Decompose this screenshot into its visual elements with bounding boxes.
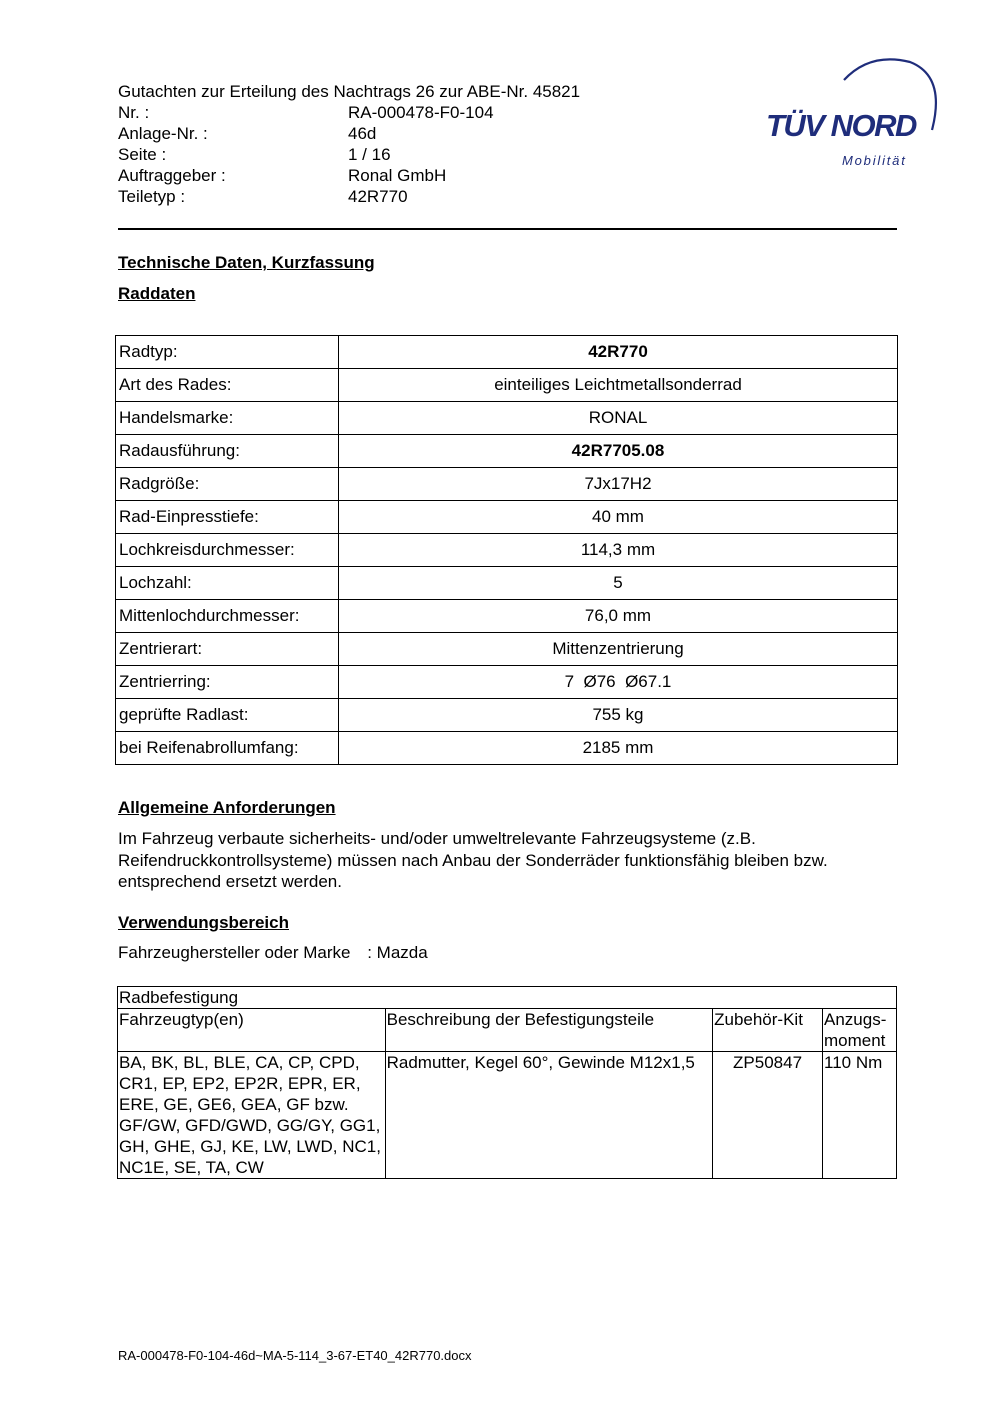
table-row: [116, 336, 898, 369]
manufacturer-value: Mazda: [376, 943, 428, 962]
table-row: [118, 987, 897, 1009]
raddaten-label: bei Reifenabrollumfang:: [116, 732, 339, 765]
raddaten-value: Mittenzentrierung: [339, 633, 898, 666]
tuv-nord-arc-icon: [760, 58, 940, 173]
table-row: [116, 501, 898, 534]
header-label-seite: Seite :: [118, 145, 167, 164]
table-row: [116, 435, 898, 468]
raddaten-value: einteiliges Leichtmetallsonderrad: [339, 369, 898, 402]
table-row: [116, 732, 898, 765]
header-label-auftraggeber: Auftraggeber :: [118, 166, 226, 185]
raddaten-value: 42R7705.08: [339, 435, 898, 468]
radbefestigung-title: Radbefestigung: [118, 987, 897, 1009]
table-row: [118, 1009, 897, 1052]
column-header: Beschreibung der Befestigungsteile: [385, 1009, 712, 1052]
section-heading-allgemein: Allgemeine Anforderungen: [118, 798, 336, 817]
torque-cell: 110 Nm: [823, 1052, 897, 1179]
report-title: Gutachten zur Erteilung des Nachtrags 26 zur ABE-Nr. 45821: [118, 82, 581, 101]
raddaten-value: 755 kg: [339, 699, 898, 732]
header-value-auftraggeber: Ronal GmbH: [348, 166, 447, 185]
raddaten-label: Radausführung:: [116, 435, 339, 468]
table-row: [116, 369, 898, 402]
radbefestigung-table: [117, 986, 897, 1179]
manufacturer-label: Fahrzeughersteller oder Marke: [118, 943, 351, 962]
fastener-description-cell: Radmutter, Kegel 60°, Gewinde M12x1,5: [385, 1052, 712, 1179]
table-row: [116, 600, 898, 633]
manufacturer-separator: :: [367, 943, 372, 962]
raddaten-value: 76,0 mm: [339, 600, 898, 633]
header-value-anlage: 46d: [348, 124, 377, 143]
raddaten-value: 5: [339, 567, 898, 600]
raddaten-label: geprüfte Radlast:: [116, 699, 339, 732]
raddaten-value: 7Jx17H2: [339, 468, 898, 501]
logo-brand-text: TÜV NORD: [766, 108, 916, 143]
raddaten-label: Handelsmarke:: [116, 402, 339, 435]
raddaten-label: Art des Rades:: [116, 369, 339, 402]
raddaten-label: Mittenlochdurchmesser:: [116, 600, 339, 633]
header-value-seite: 1 / 16: [348, 145, 391, 164]
table-row: [118, 1052, 897, 1179]
raddaten-value: 40 mm: [339, 501, 898, 534]
section-heading-raddaten: Raddaten: [118, 284, 196, 303]
header-label-anlage: Anlage-Nr. :: [118, 124, 208, 143]
section-heading-tech: Technische Daten, Kurzfassung: [118, 253, 375, 272]
vehicle-types-cell: BA, BK, BL, BLE, CA, CP, CPD, CR1, EP, EP2, EP2R, EPR, ER, ERE, GE, GE6, GEA, GF bzw. GF/GW, GFD/GWD, GG/GY, GG1, GH, GHE, GJ, KE, LW, LWD, NC1, NC1E, SE, TA, CW: [118, 1052, 386, 1179]
raddaten-label: Zentrierart:: [116, 633, 339, 666]
table-row: [116, 468, 898, 501]
table-row: [116, 633, 898, 666]
column-header: Anzugs-moment: [823, 1009, 897, 1052]
column-header: Zubehör-Kit: [713, 1009, 823, 1052]
section-heading-verwendung: Verwendungsbereich: [118, 913, 289, 932]
raddaten-value: 7 Ø76 Ø67.1: [339, 666, 898, 699]
header-label-teiletyp: Teiletyp :: [118, 187, 186, 206]
raddaten-value: 42R770: [339, 336, 898, 369]
table-row: [116, 534, 898, 567]
raddaten-label: Radgröße:: [116, 468, 339, 501]
header-label-nr: Nr. :: [118, 103, 150, 122]
header-value-teiletyp: 42R770: [348, 187, 408, 206]
raddaten-label: Lochzahl:: [116, 567, 339, 600]
allgemein-paragraph: Im Fahrzeug verbaute sicherheits- und/oder umweltrelevante Fahrzeugsysteme (z.B. Reifendruckkontrollsysteme) müssen nach Anbau der Sonderräder funktionsfähig bleiben bzw. entsprechend ersetzt werden.: [118, 829, 828, 891]
raddaten-label: Zentrierring:: [116, 666, 339, 699]
tuv-nord-logo: [760, 58, 940, 173]
table-row: [116, 567, 898, 600]
raddaten-value: 114,3 mm: [339, 534, 898, 567]
logo-tagline: Mobilität: [842, 153, 907, 168]
table-row: [116, 402, 898, 435]
header-divider: [118, 228, 897, 230]
raddaten-label: Rad-Einpresstiefe:: [116, 501, 339, 534]
raddaten-value: RONAL: [339, 402, 898, 435]
accessory-kit-cell: ZP50847: [713, 1052, 823, 1179]
raddaten-label: Lochkreisdurchmesser:: [116, 534, 339, 567]
raddaten-label: Radtyp:: [116, 336, 339, 369]
raddaten-value: 2185 mm: [339, 732, 898, 765]
footer-filename: RA-000478-F0-104-46d~MA-5-114_3-67-ET40_42R770.docx: [118, 1348, 472, 1363]
column-header: Fahrzeugtyp(en): [118, 1009, 386, 1052]
table-row: [116, 699, 898, 732]
header-value-nr: RA-000478-F0-104: [348, 103, 494, 122]
manufacturer-line: [118, 943, 428, 963]
raddaten-table: [115, 335, 898, 765]
table-row: [116, 666, 898, 699]
